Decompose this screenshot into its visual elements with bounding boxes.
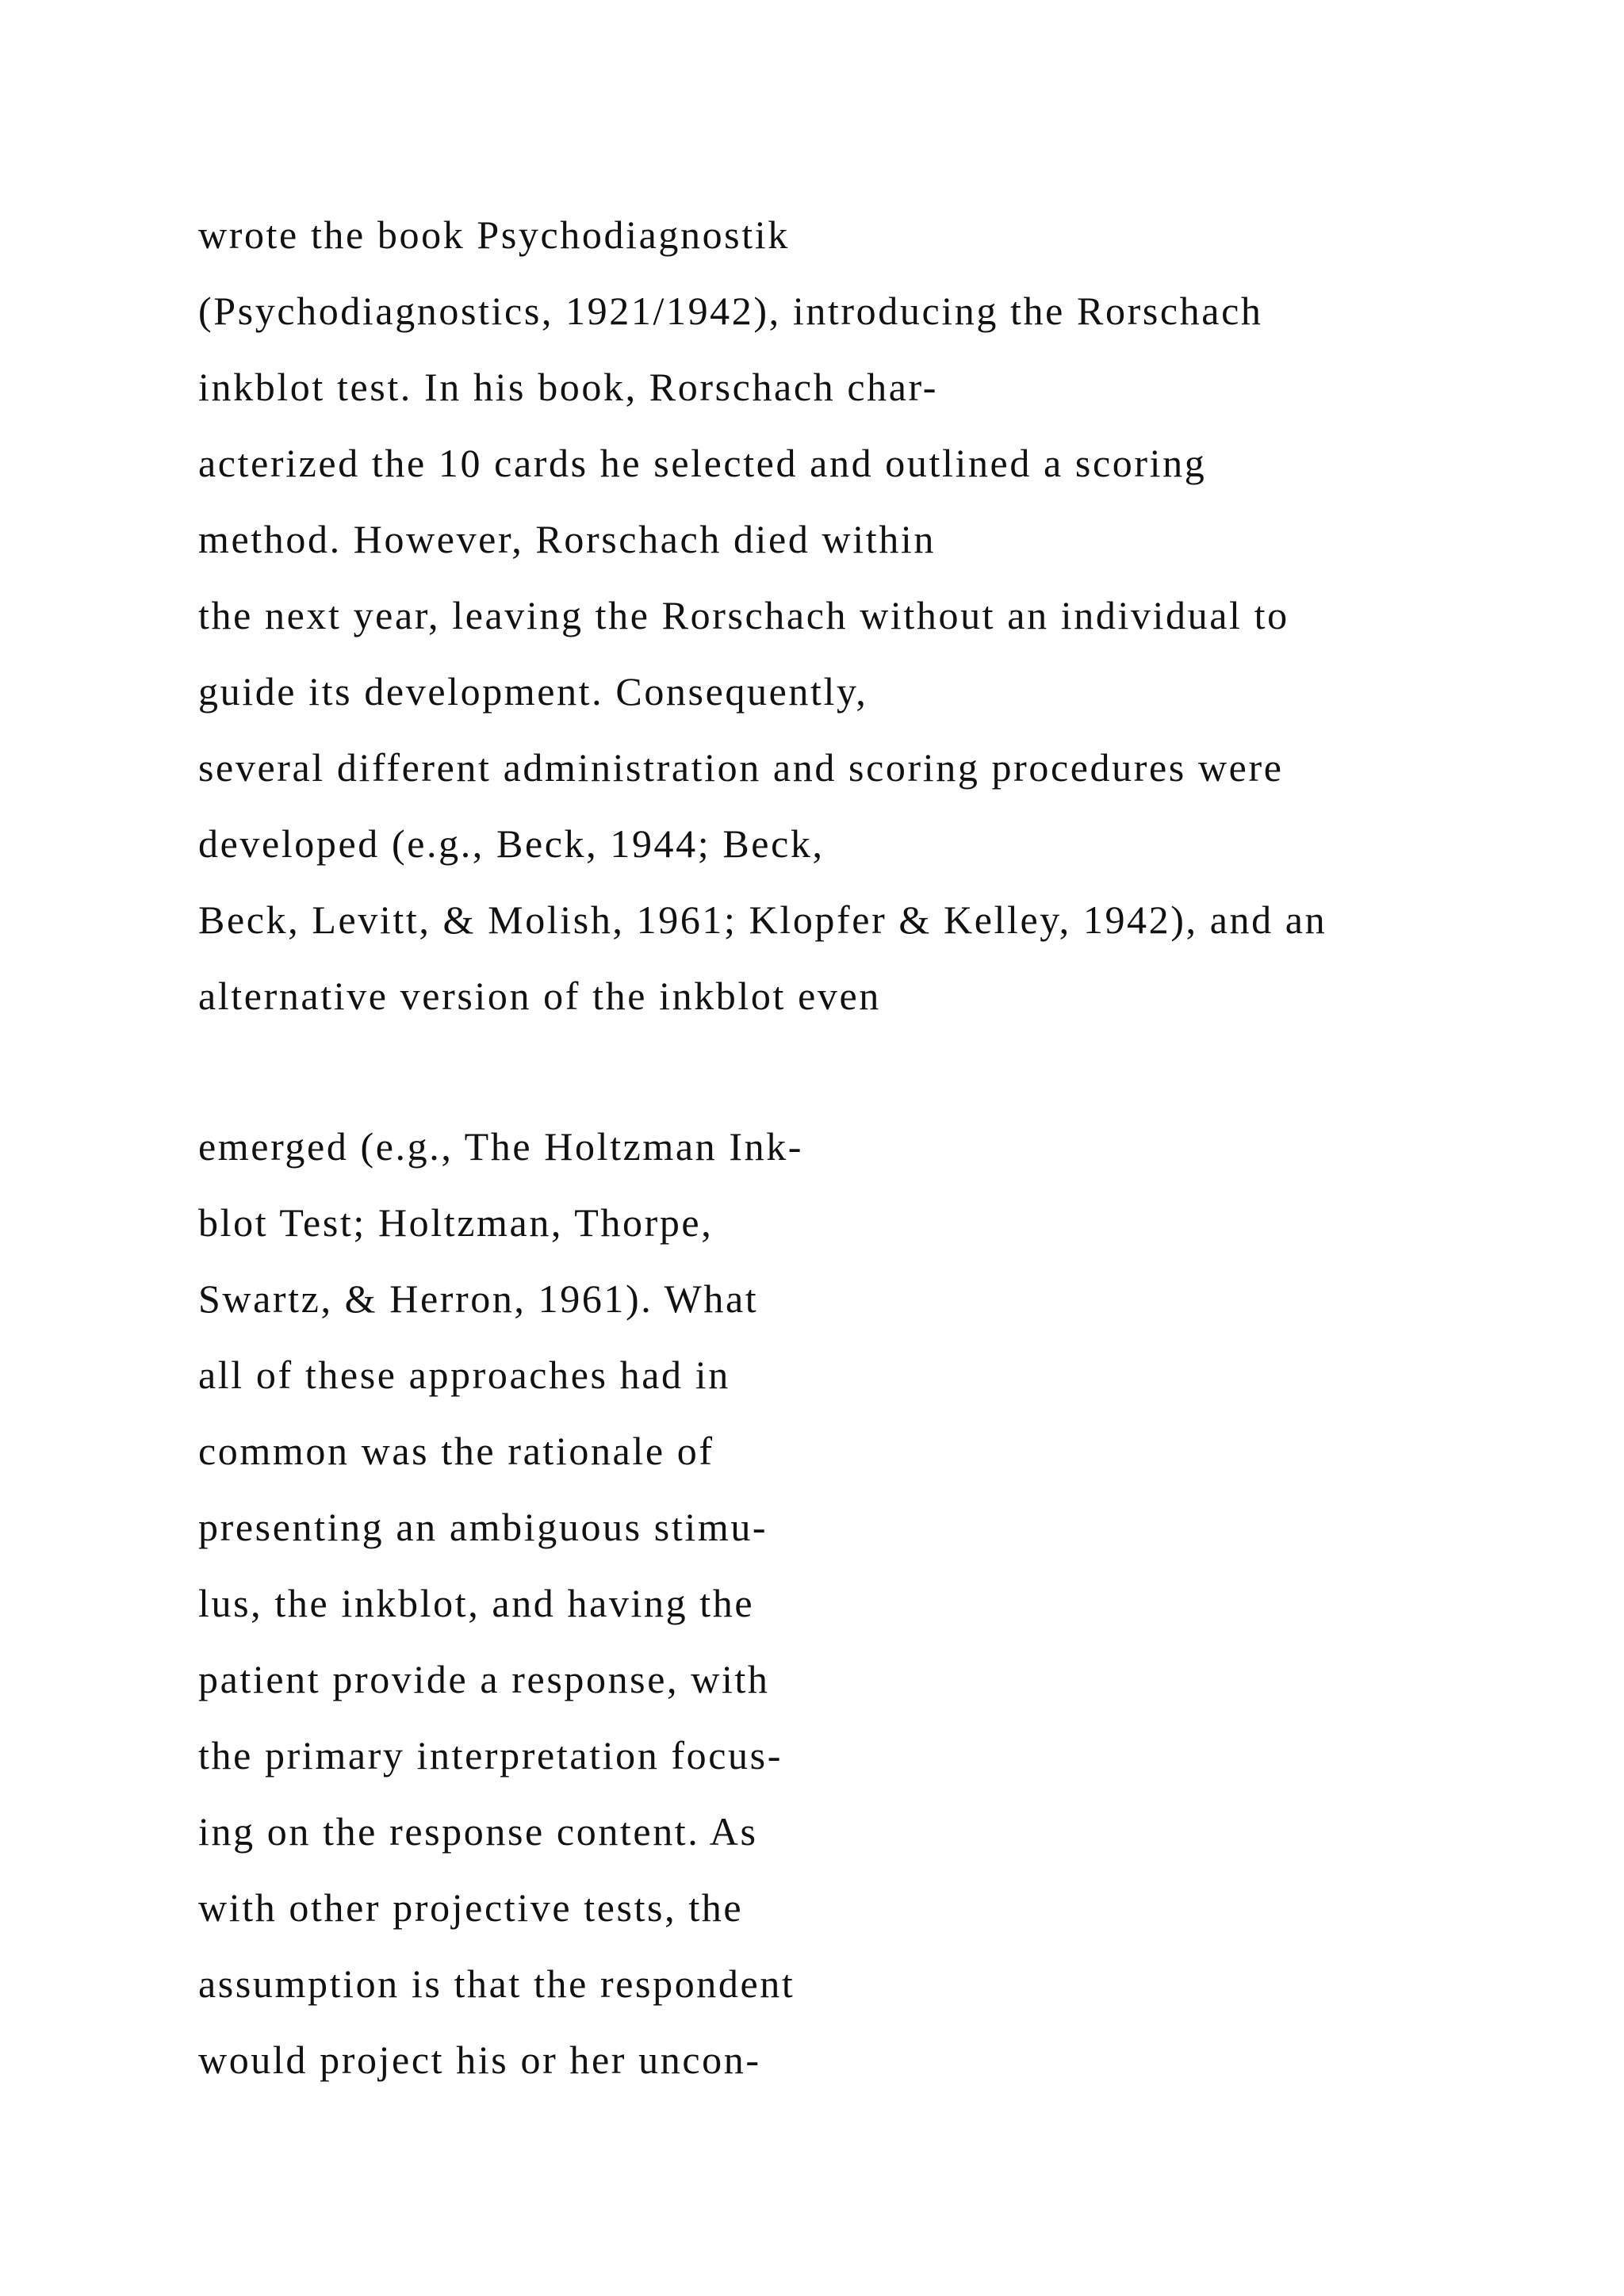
text-line: common was the rationale of bbox=[198, 1429, 714, 1473]
text-line: acterized the 10 cards he selected and outlined a scoring bbox=[198, 441, 1207, 485]
text-line: would project his or her uncon- bbox=[198, 2038, 761, 2082]
text-line: inkblot test. In his book, Rorschach char- bbox=[198, 365, 939, 409]
text-line: emerged (e.g., The Holtzman Ink- bbox=[198, 1124, 804, 1169]
paragraph-1 bbox=[198, 197, 1327, 1034]
paragraph-2 bbox=[198, 1108, 803, 2098]
text-line: ing on the response content. As bbox=[198, 1809, 758, 1854]
text-line: the next year, leaving the Rorschach without an individual to bbox=[198, 593, 1289, 637]
text-line: lus, the inkblot, and having the bbox=[198, 1581, 755, 1625]
text-line: alternative version of the inkblot even bbox=[198, 974, 881, 1018]
text-line: Beck, Levitt, & Molish, 1961; Klopfer & Kelley, 1942), and an bbox=[198, 897, 1327, 942]
text-line: with other projective tests, the bbox=[198, 1885, 744, 1930]
text-line: patient provide a response, with bbox=[198, 1657, 770, 1701]
text-line: guide its development. Consequently, bbox=[198, 669, 868, 714]
text-line: developed (e.g., Beck, 1944; Beck, bbox=[198, 821, 825, 866]
text-line: assumption is that the respondent bbox=[198, 1961, 795, 2006]
text-line: several different administration and scoring procedures were bbox=[198, 745, 1284, 790]
text-line: presenting an ambiguous stimu- bbox=[198, 1505, 768, 1549]
text-line: Swartz, & Herron, 1961). What bbox=[198, 1276, 759, 1321]
text-line: wrote the book Psychodiagnostik bbox=[198, 212, 790, 257]
text-line: method. However, Rorschach died within bbox=[198, 517, 936, 561]
text-line: (Psychodiagnostics, 1921/1942), introducing the Rorschach bbox=[198, 289, 1263, 333]
text-line: all of these approaches had in bbox=[198, 1353, 730, 1397]
text-line: the primary interpretation focus- bbox=[198, 1733, 783, 1777]
text-line: blot Test; Holtzman, Thorpe, bbox=[198, 1200, 714, 1245]
